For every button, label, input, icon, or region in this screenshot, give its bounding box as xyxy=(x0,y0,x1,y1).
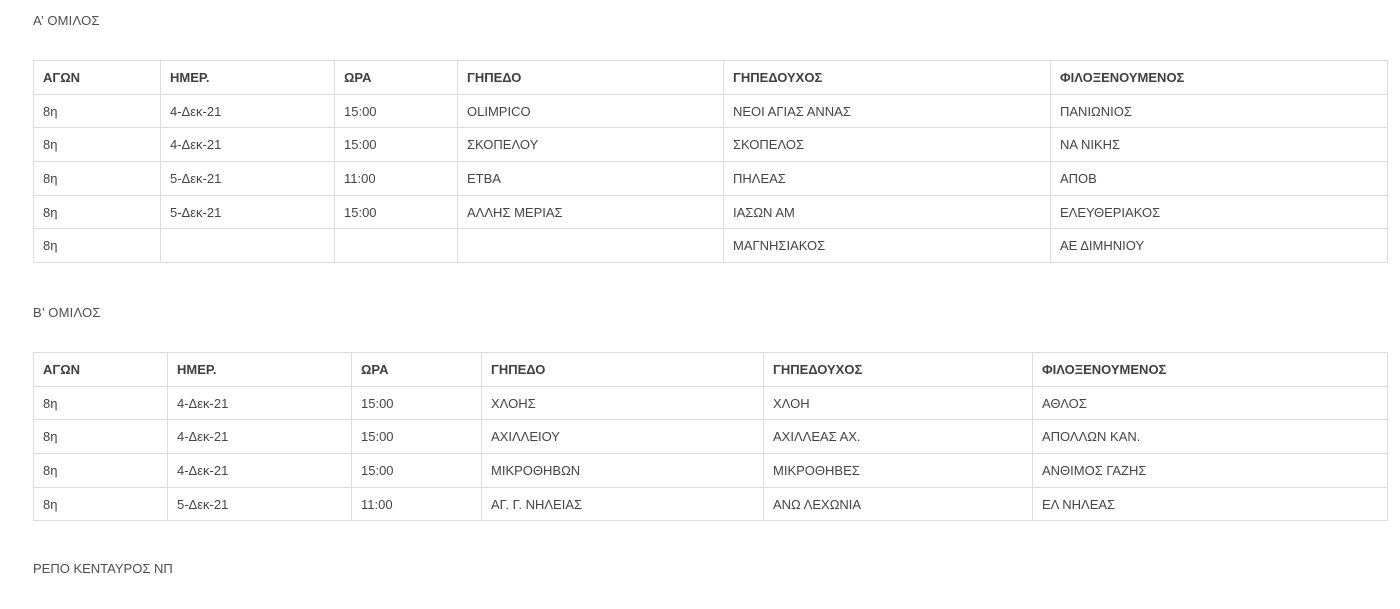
header-match: ΑΓΩΝ xyxy=(34,353,168,387)
header-match: ΑΓΩΝ xyxy=(34,61,161,95)
venue-cell: ΕΤΒΑ xyxy=(458,162,724,196)
away-team-cell: ΑΠΟΛΛΩΝ ΚΑΝ. xyxy=(1033,420,1388,454)
time-cell: 15:00 xyxy=(352,420,482,454)
date-cell xyxy=(161,229,335,263)
away-team-cell: ΝΑ ΝΙΚΗΣ xyxy=(1051,128,1388,162)
away-team-cell: ΑΘΛΟΣ xyxy=(1033,386,1388,420)
header-venue: ΓΗΠΕΔΟ xyxy=(458,61,724,95)
header-date: ΗΜΕΡ. xyxy=(161,61,335,95)
date-cell: 4-Δεκ-21 xyxy=(161,94,335,128)
home-team-cell: ΠΗΛΕΑΣ xyxy=(724,162,1051,196)
bye-team-note: ΡΕΠΟ ΚΕΝΤΑΥΡΟΣ ΝΠ xyxy=(33,561,173,576)
time-cell xyxy=(335,229,458,263)
table-header-row xyxy=(34,353,1388,387)
venue-cell: ΑΓ. Γ. ΝΗΛΕΙΑΣ xyxy=(482,487,764,521)
away-team-cell: ΑΝΘΙΜΟΣ ΓΑΖΗΣ xyxy=(1033,454,1388,488)
home-team-cell: ΜΙΚΡΟΘΗΒΕΣ xyxy=(764,454,1033,488)
time-cell: 15:00 xyxy=(335,128,458,162)
table-header-row xyxy=(34,61,1388,95)
home-team-cell: ΑΝΩ ΛΕΧΩΝΙΑ xyxy=(764,487,1033,521)
date-cell: 5-Δεκ-21 xyxy=(161,195,335,229)
table-row xyxy=(34,94,1388,128)
time-cell: 15:00 xyxy=(352,454,482,488)
time-cell: 11:00 xyxy=(352,487,482,521)
time-cell: 15:00 xyxy=(352,386,482,420)
away-team-cell: ΕΛΕΥΘΕΡΙΑΚΟΣ xyxy=(1051,195,1388,229)
table-row xyxy=(34,162,1388,196)
table-row xyxy=(34,420,1388,454)
group-b-title: Β’ ΟΜΙΛΟΣ xyxy=(33,305,101,320)
venue-cell: ΣΚΟΠΕΛΟΥ xyxy=(458,128,724,162)
match-cell: 8η xyxy=(34,128,161,162)
match-cell: 8η xyxy=(34,195,161,229)
header-away-team: ΦΙΛΟΞΕΝΟΥΜΕΝΟΣ xyxy=(1033,353,1388,387)
away-team-cell: ΕΛ ΝΗΛΕΑΣ xyxy=(1033,487,1388,521)
date-cell: 4-Δεκ-21 xyxy=(168,386,352,420)
date-cell: 5-Δεκ-21 xyxy=(168,487,352,521)
venue-cell xyxy=(458,229,724,263)
home-team-cell: ΧΛΟΗ xyxy=(764,386,1033,420)
time-cell: 15:00 xyxy=(335,94,458,128)
date-cell: 4-Δεκ-21 xyxy=(168,420,352,454)
home-team-cell: ΑΧΙΛΛΕΑΣ ΑΧ. xyxy=(764,420,1033,454)
home-team-cell: ΜΑΓΝΗΣΙΑΚΟΣ xyxy=(724,229,1051,263)
table-row xyxy=(34,229,1388,263)
group-b-table xyxy=(33,352,1388,521)
header-venue: ΓΗΠΕΔΟ xyxy=(482,353,764,387)
venue-cell: ΑΧΙΛΛΕΙΟΥ xyxy=(482,420,764,454)
header-home-team: ΓΗΠΕΔΟΥΧΟΣ xyxy=(764,353,1033,387)
table-row xyxy=(34,195,1388,229)
match-cell: 8η xyxy=(34,487,168,521)
match-cell: 8η xyxy=(34,420,168,454)
away-team-cell: ΠΑΝΙΩΝΙΟΣ xyxy=(1051,94,1388,128)
away-team-cell: ΑΕ ΔΙΜΗΝΙΟΥ xyxy=(1051,229,1388,263)
home-team-cell: ΝΕΟΙ ΑΓΙΑΣ ΑΝΝΑΣ xyxy=(724,94,1051,128)
venue-cell: OLIMPICO xyxy=(458,94,724,128)
home-team-cell: ΣΚΟΠΕΛΟΣ xyxy=(724,128,1051,162)
match-cell: 8η xyxy=(34,454,168,488)
header-time: ΩΡΑ xyxy=(352,353,482,387)
date-cell: 4-Δεκ-21 xyxy=(161,128,335,162)
date-cell: 5-Δεκ-21 xyxy=(161,162,335,196)
venue-cell: ΜΙΚΡΟΘΗΒΩΝ xyxy=(482,454,764,488)
date-cell: 4-Δεκ-21 xyxy=(168,454,352,488)
table-row xyxy=(34,487,1388,521)
home-team-cell: ΙΑΣΩΝ ΑΜ xyxy=(724,195,1051,229)
venue-cell: ΧΛΟΗΣ xyxy=(482,386,764,420)
match-cell: 8η xyxy=(34,386,168,420)
group-a-title: Α’ ΟΜΙΛΟΣ xyxy=(33,13,100,28)
match-cell: 8η xyxy=(34,162,161,196)
header-time: ΩΡΑ xyxy=(335,61,458,95)
away-team-cell: ΑΠΟΒ xyxy=(1051,162,1388,196)
time-cell: 15:00 xyxy=(335,195,458,229)
table-row xyxy=(34,454,1388,488)
match-cell: 8η xyxy=(34,229,161,263)
group-a-table xyxy=(33,60,1388,263)
header-home-team: ΓΗΠΕΔΟΥΧΟΣ xyxy=(724,61,1051,95)
header-away-team: ΦΙΛΟΞΕΝΟΥΜΕΝΟΣ xyxy=(1051,61,1388,95)
table-row xyxy=(34,386,1388,420)
match-cell: 8η xyxy=(34,94,161,128)
table-row xyxy=(34,128,1388,162)
header-date: ΗΜΕΡ. xyxy=(168,353,352,387)
time-cell: 11:00 xyxy=(335,162,458,196)
venue-cell: ΑΛΛΗΣ ΜΕΡΙΑΣ xyxy=(458,195,724,229)
